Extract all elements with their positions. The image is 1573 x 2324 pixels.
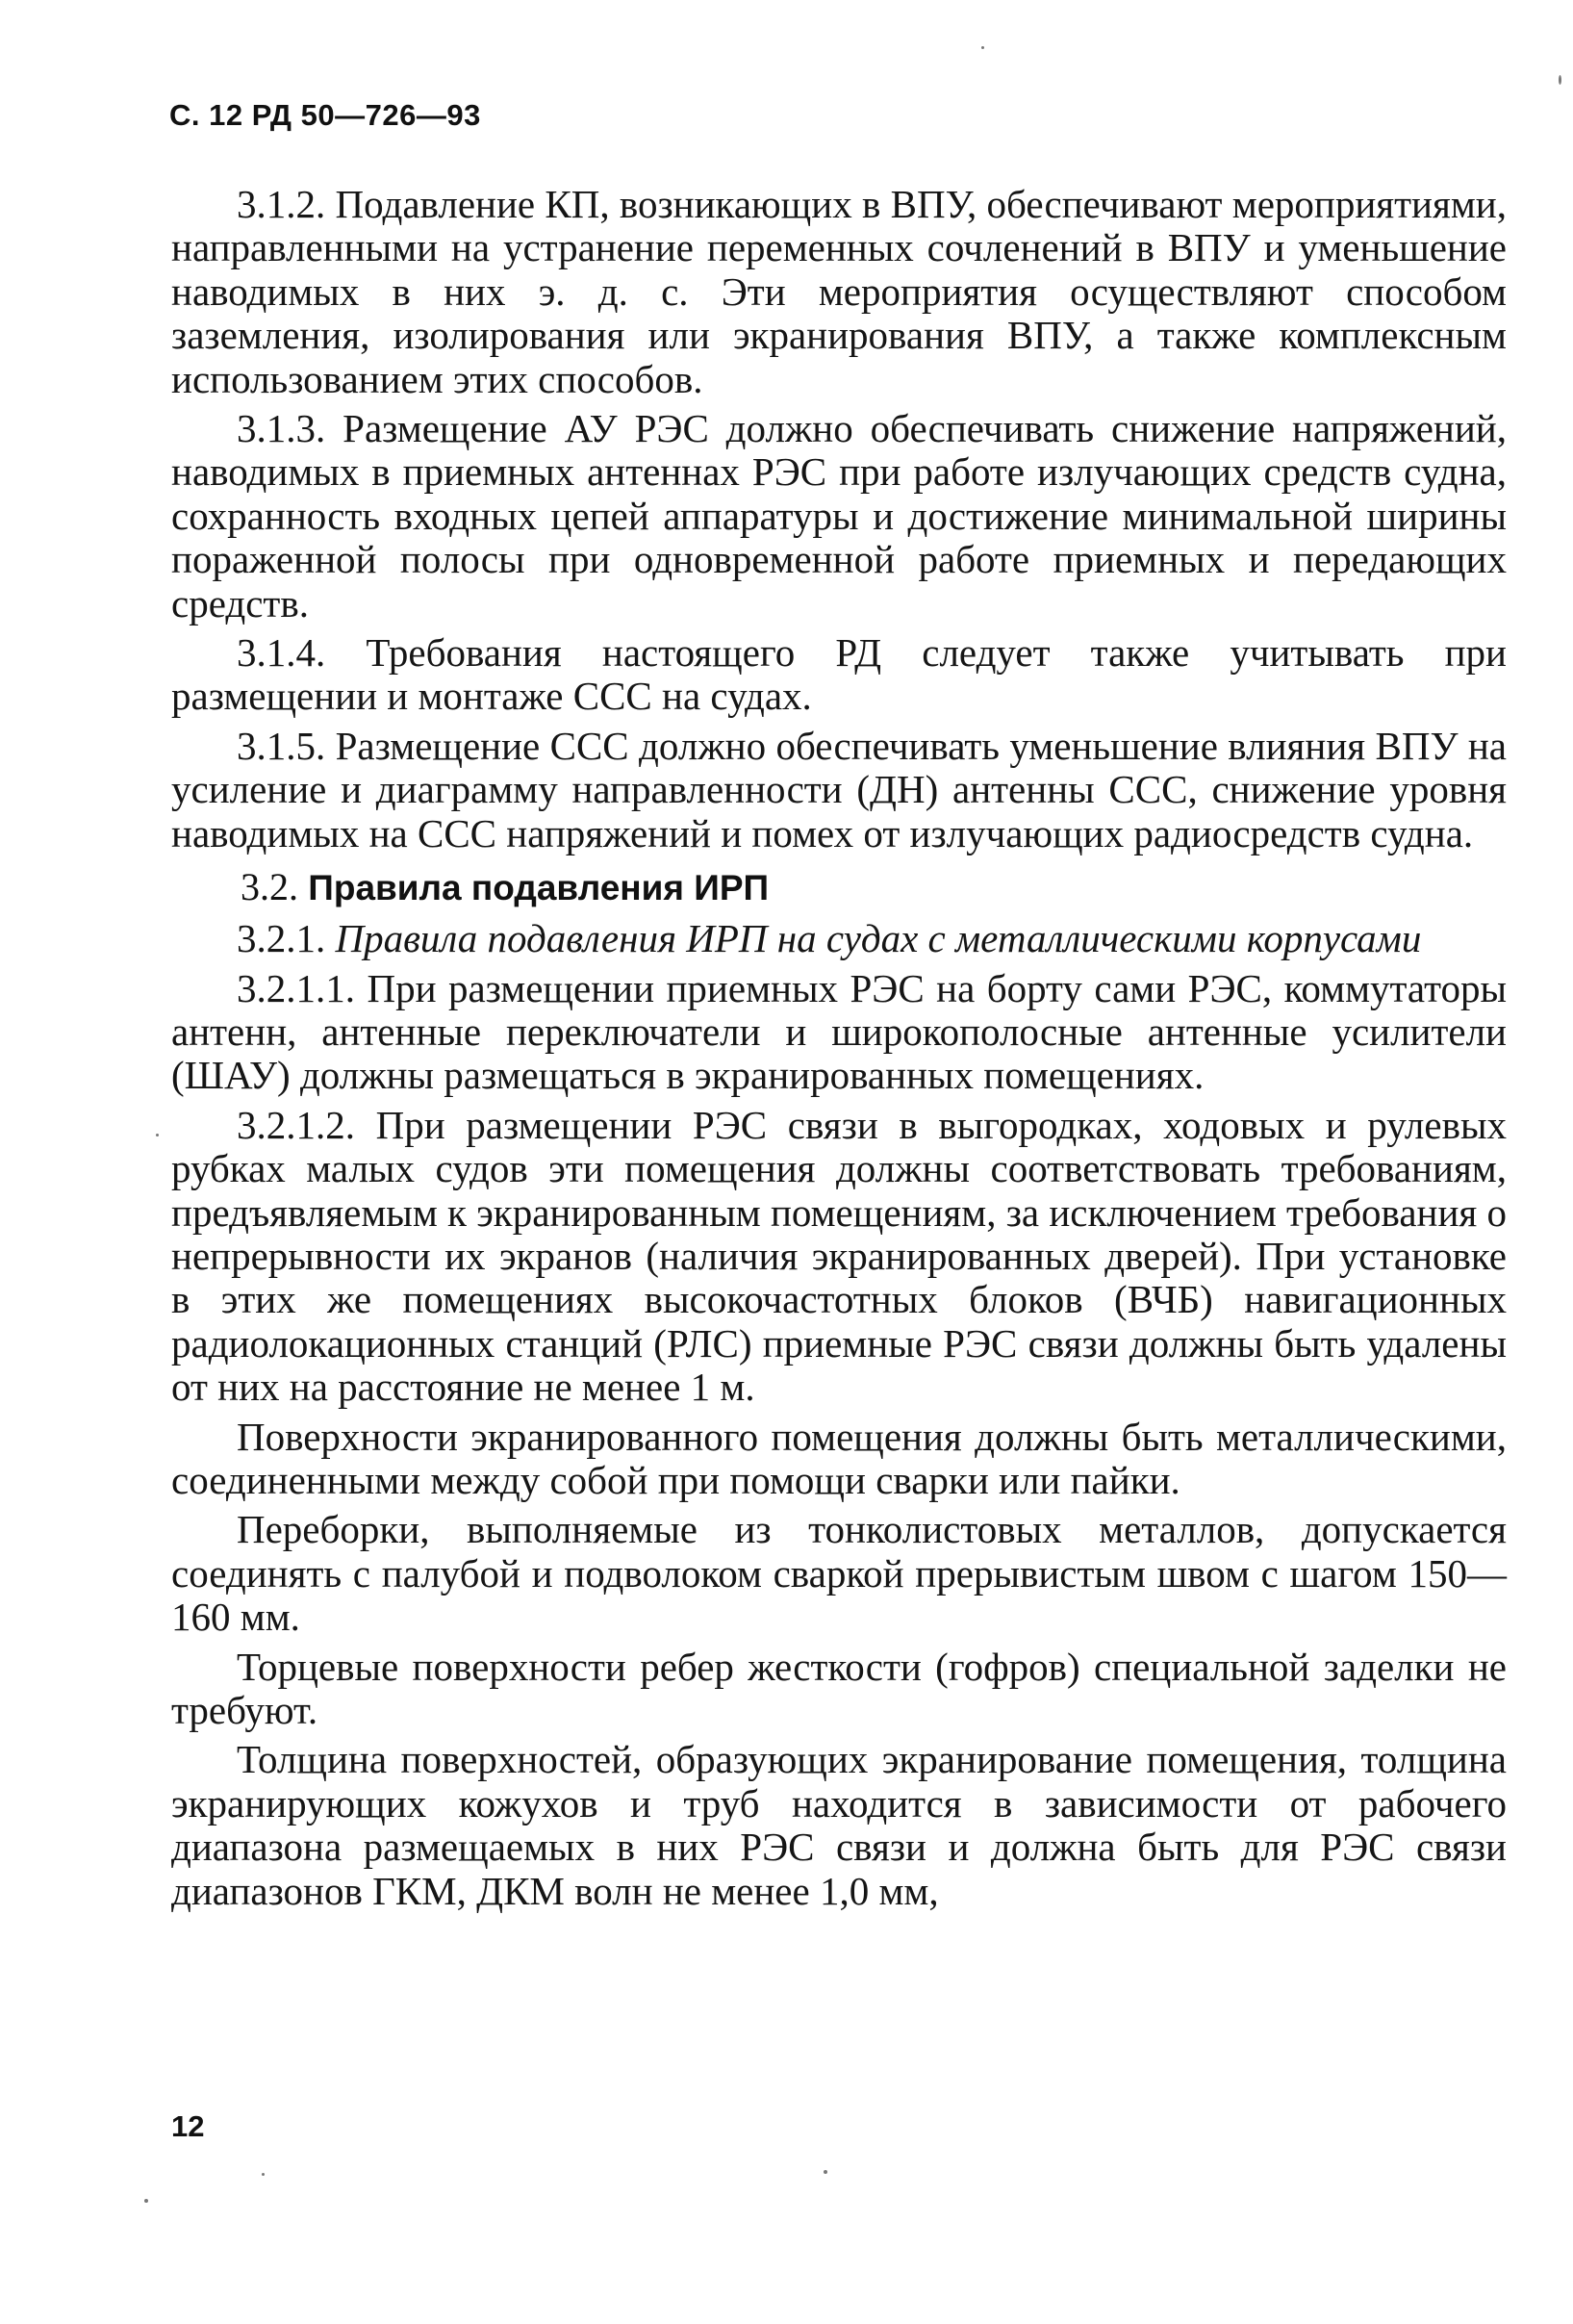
section-title: Правила подавления ИРП: [308, 868, 770, 908]
subsection-heading: [171, 917, 1507, 960]
section-number: 3.2.: [241, 865, 298, 909]
scan-speck: [156, 1134, 159, 1136]
paragraph-3-2-1-2: 3.2.1.2. При размещении РЭС связи в выгородках, ходовых и рулевых рубках малых судов эти помещения должны соответствовать требованиям, предъявляемым к экранированным помещениям, за исключением требования о непрерывности их экранов (наличия экранированных дверей). При установке в этих же помещениях высокочастотных блоков (ВЧБ) навигационных радиолокационных станций (РЛС) приемные РЭС связи должны быть удалены от них на расстояние не менее 1 м.: [171, 1102, 1508, 1410]
document-body: [171, 183, 1507, 1913]
subsection-number: 3.2.1.: [237, 916, 326, 961]
paragraph-3-1-4: 3.1.4. Требования настоящего РД следует также учитывать при размещении и монтаже ССС на судах.: [171, 630, 1507, 719]
subsection-title: Правила подавления ИРП на судах с металлическими корпусами: [335, 916, 1422, 961]
paragraph-thickness: Толщина поверхностей, образующих экранирование помещения, толщина экранирующих кожухов и труб находится в зависимости от рабочего диапазона размещаемых в них РЭС связи и должна быть для РЭС связи диапазонов ГКМ, ДКМ волн не менее 1,0 мм,: [171, 1737, 1507, 1913]
paragraph-surfaces: Поверхности экранированного помещения должны быть металлическими, соединенными между собой при помощи сварки или пайки.: [171, 1414, 1507, 1502]
paragraph-bulkheads: Переборки, выполняемые из тонколистовых металлов, допускается соединять с палубой и подволоком сваркой прерывистым швом с шагом 150—160 мм.: [171, 1507, 1507, 1640]
scan-speck: [981, 46, 984, 49]
paragraph-ribs: Торцевые поверхности ребер жесткости (гофров) специальной заделки не требуют.: [171, 1644, 1507, 1732]
paragraph-3-1-3: 3.1.3. Размещение АУ РЭС должно обеспечивать снижение напряжений, наводимых в приемных антеннах РЭС при работе излучающих средств судна, сохранность входных цепей аппаратуры и достижение минимальной ширины пораженной полосы при одновременной работе приемных и передающих средств.: [171, 406, 1507, 626]
paragraph-3-2-1-1: 3.2.1.1. При размещении приемных РЭС на борту сами РЭС, коммутаторы антенн, антенные переключатели и широкополосные антенные усилители (ШАУ) должны размещаться в экранированных помещениях.: [171, 965, 1507, 1098]
section-heading: [171, 865, 1507, 909]
paragraph-3-1-2: 3.1.2. Подавление КП, возникающих в ВПУ, обеспечивают мероприятиями, направленными на устранение переменных сочленений в ВПУ и уменьшение наводимых в них э. д. с. Эти мероприятия осуществляют способом заземления, изолирования или экранирования ВПУ, а также комплексным использованием этих способов.: [171, 182, 1507, 401]
scan-speck: [824, 2170, 827, 2174]
scan-speck: [144, 2199, 148, 2203]
scan-speck: [262, 2173, 265, 2176]
page-number: 12: [171, 2109, 205, 2143]
paragraph-3-1-5: 3.1.5. Размещение ССС должно обеспечивать уменьшение влияния ВПУ на усиление и диаграмму направленности (ДН) антенны ССС, снижение уровня наводимых на ССС напряжений и помех от излучающих радиосредств судна.: [171, 723, 1507, 856]
scan-speck: [1559, 75, 1561, 85]
running-head: С. 12 РД 50—726—93: [169, 98, 481, 132]
